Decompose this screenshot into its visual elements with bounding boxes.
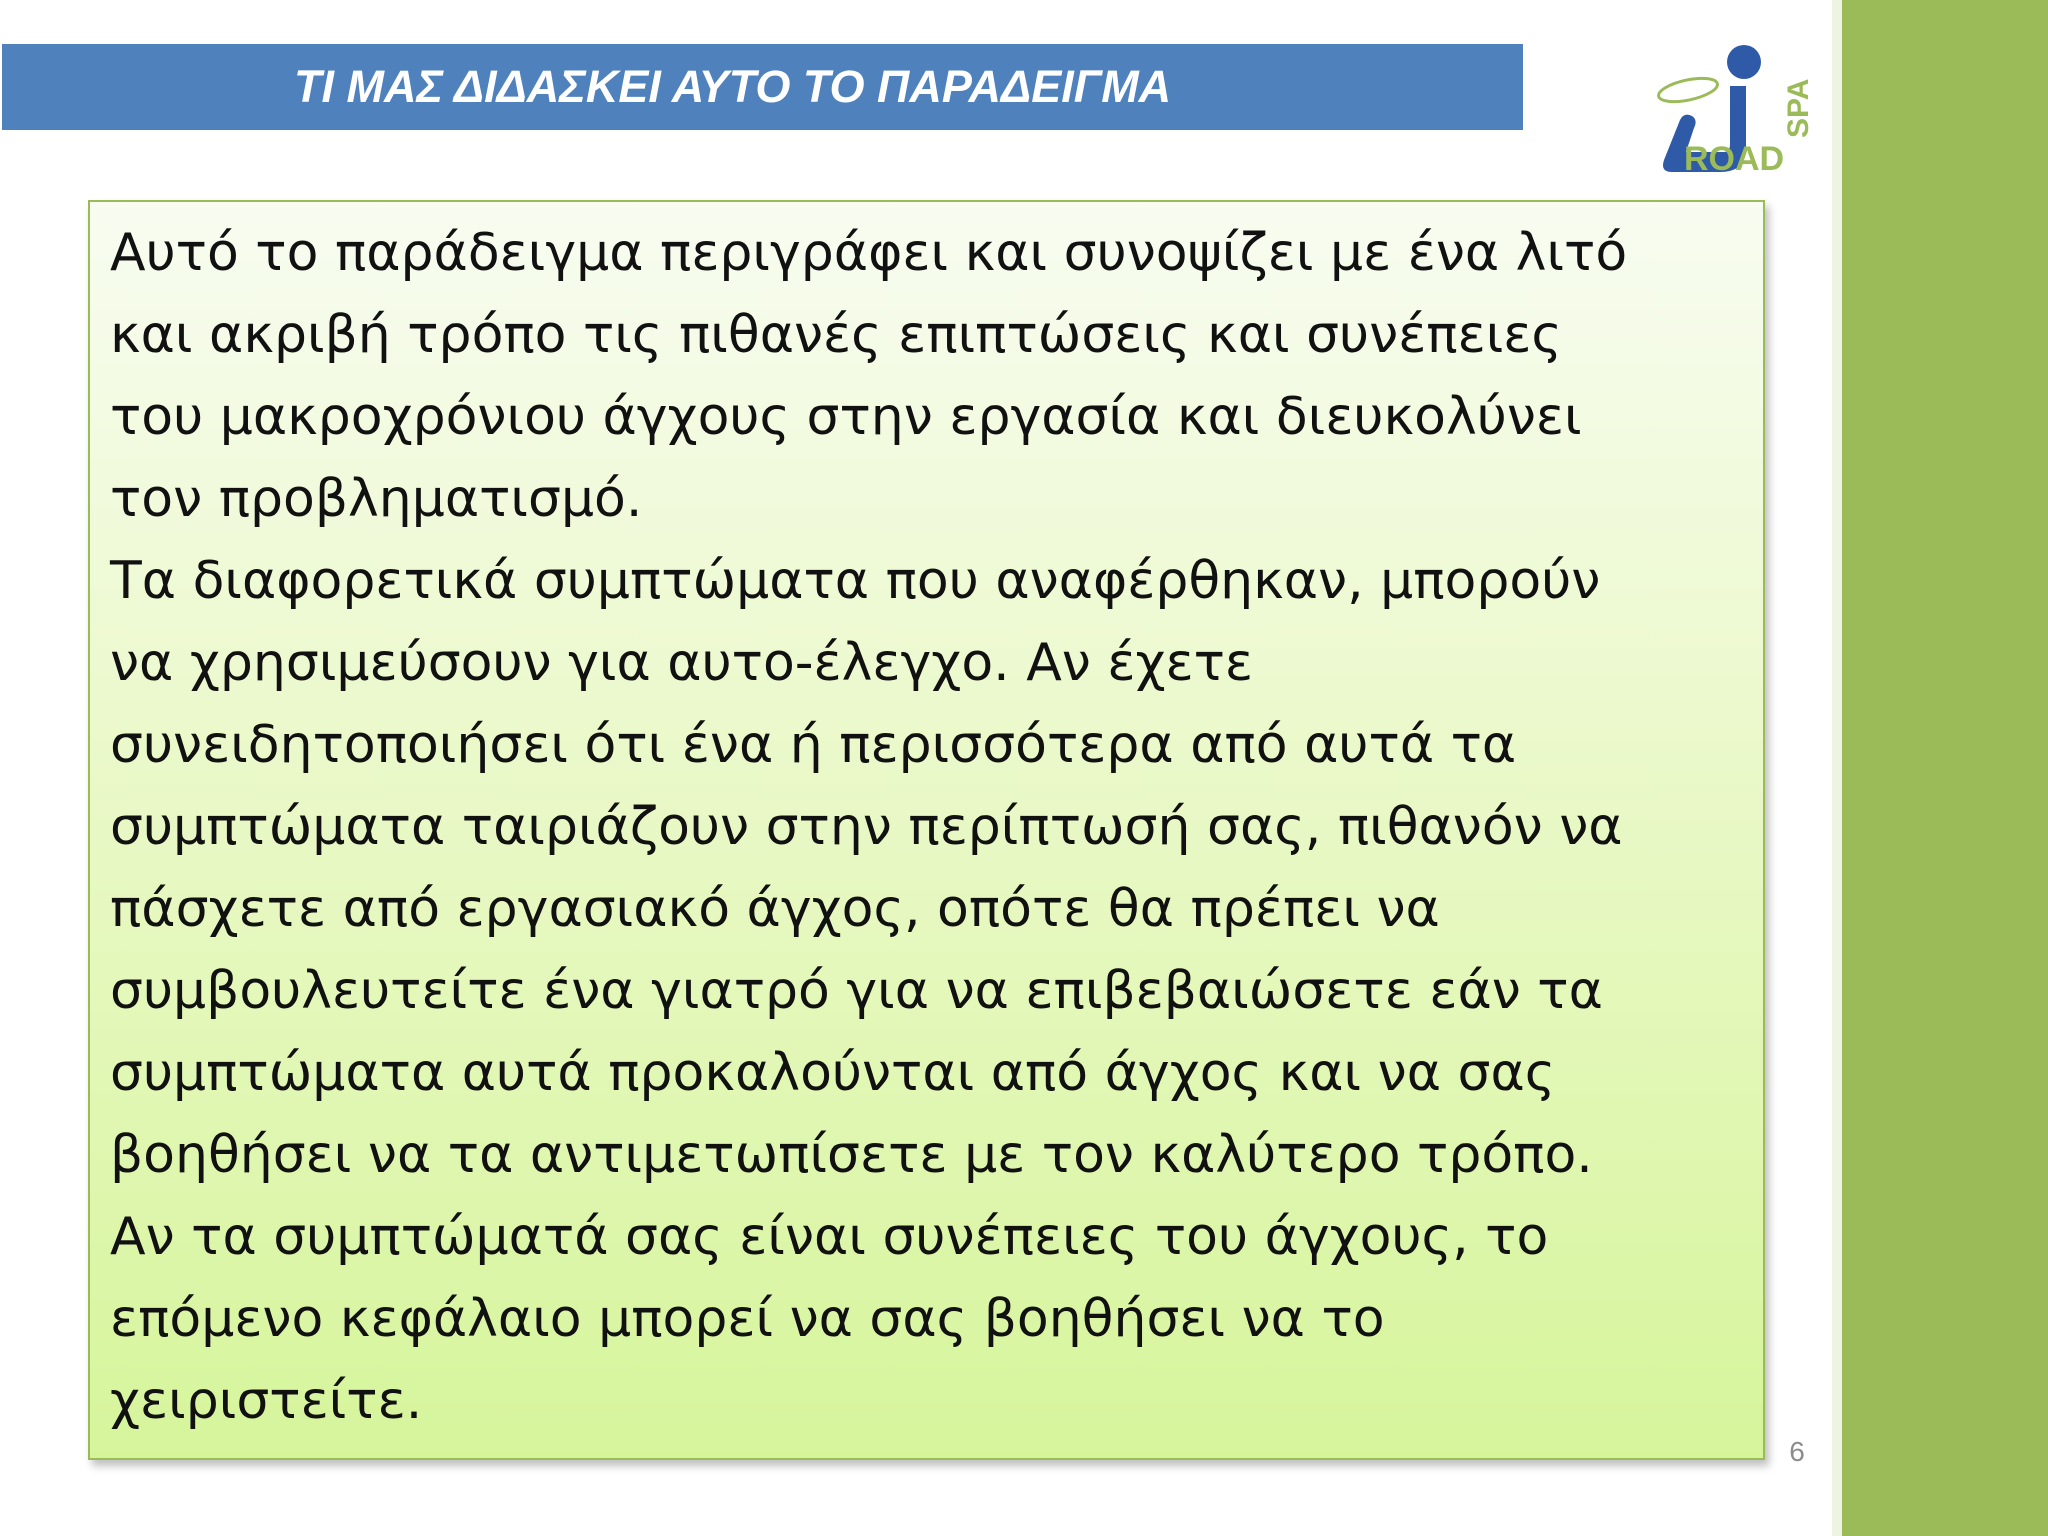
slide-title: ΤΙ ΜΑΣ ΔΙΔΑΣΚΕΙ ΑΥΤΟ ΤΟ ΠΑΡΑΔΕΙΓΜΑ [294, 61, 1172, 112]
side-accent-band [1842, 0, 2048, 1536]
title-bar [2, 44, 1523, 130]
body-text: Αυτό το παράδειγμα περιγράφει και συνοψίζει με ένα λιτό και ακριβή τρόπο τις πιθανές επιπτώσεις και συνέπειες του μακροχρόνιου άγχους στην εργασία και διευκολύνει τον προβληματισμό. Τα διαφορετικά συμπτώματα που αναφέρθηκαν, μπορούν να χρησιμεύσουν για αυτο-έλεγχο. Αν έχετε συνειδητοποιήσει ότι ένα ή περισσότερα από αυτά τα συμπτώματα ταιριάζουν στην περίπτωσή σας, πιθανόν να πάσχετε από εργασιακό άγχος, οπότε θα πρέπει να συμβουλευτείτε ένα γιατρό για να επιβεβαιώσετε εάν τα συμπτώματα αυτά προκαλούνται από άγχος και να σας βοηθήσει να τα αντιμετωπίσετε με τον καλύτερο τρόπο. Αν τα συμπτώματά σας είναι συνέπειες του άγχους, το επόμενο κεφάλαιο μπορεί να σας βοηθήσει να το χειριστείτε. [110, 223, 1628, 1431]
side-divider [1832, 0, 1842, 1536]
road-spa-logo-icon [1640, 20, 1820, 180]
logo-road-text: ROAD [1684, 140, 1785, 178]
logo-spa-text: SPA [1782, 78, 1815, 138]
content-box [88, 200, 1765, 1460]
page-number: 6 [1789, 1436, 1805, 1467]
road-spa-logo [1640, 20, 1820, 180]
